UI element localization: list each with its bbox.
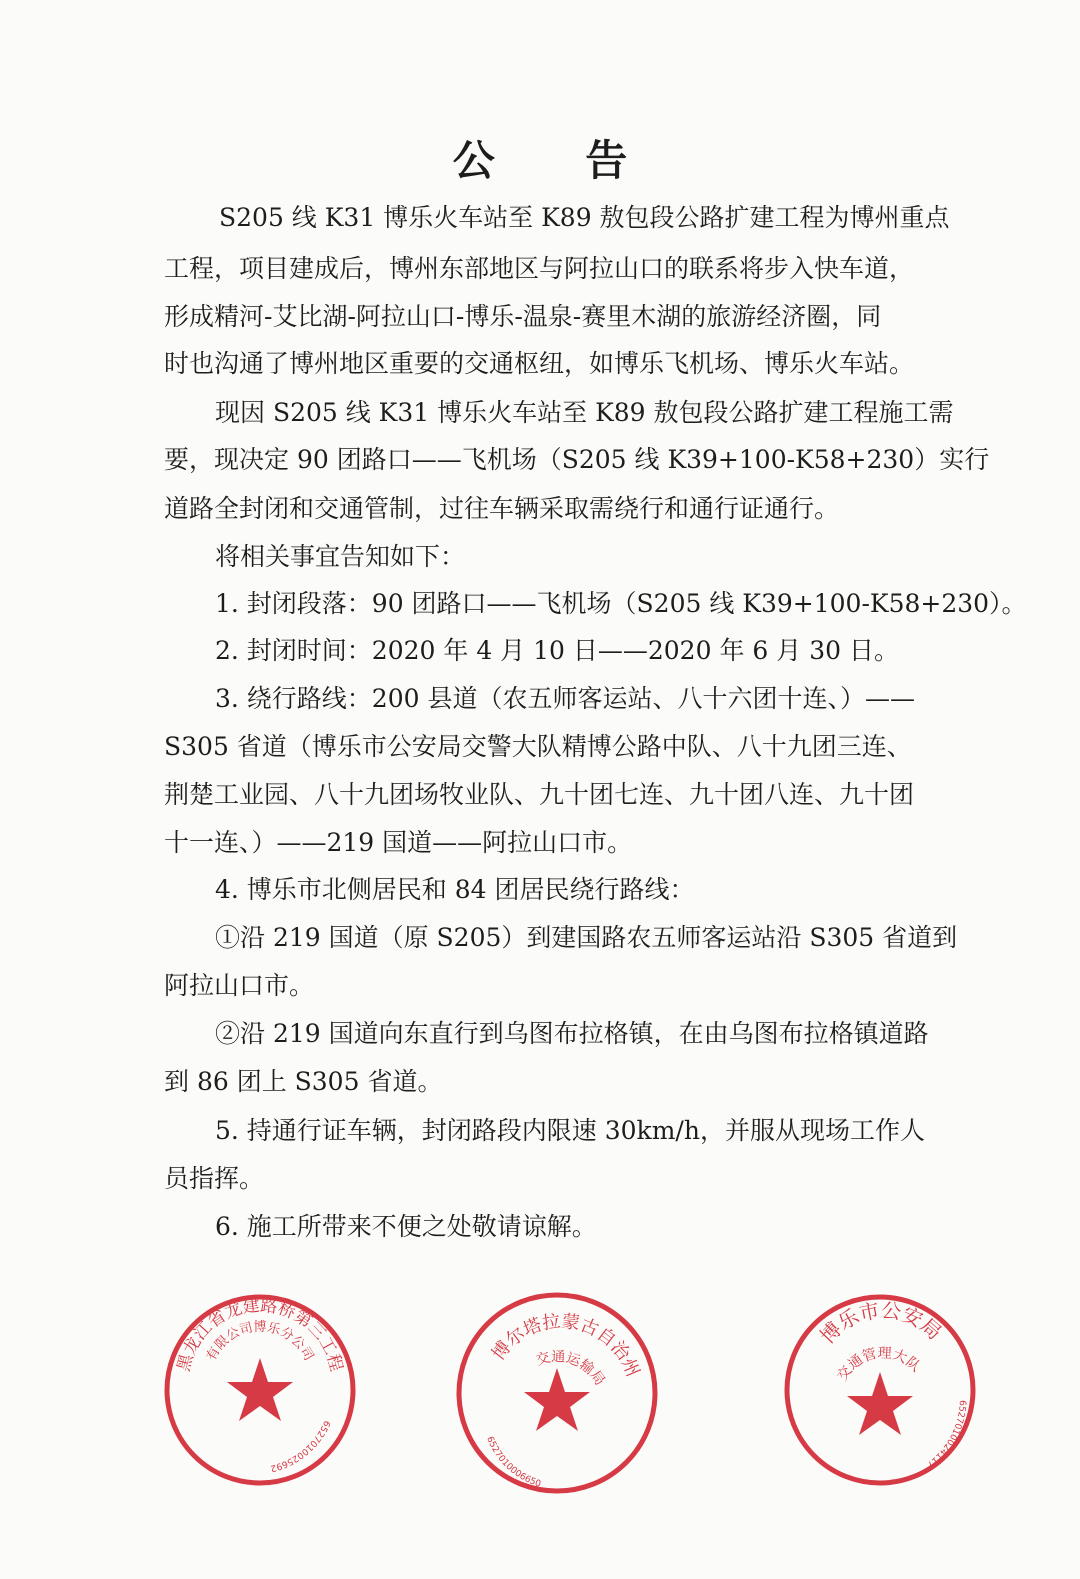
seal-number: 6527010025692 xyxy=(269,1418,332,1473)
body-line: 形成精河-艾比湖-阿拉山口-博乐-温泉-赛里木湖的旅游经济圈，同 xyxy=(164,302,882,331)
star-icon xyxy=(227,1358,293,1421)
list-item-continued: 荆楚工业园、八十九团场牧业队、九十团七连、九十团八连、九十团 xyxy=(164,780,915,809)
seals-row xyxy=(0,1280,1080,1560)
list-item: 3. 绕行路线：200 县道（农五师客运站、八十六团十连、）—— xyxy=(215,684,915,713)
body-line: 要，现决定 90 团路口——飞机场（S205 线 K39+100-K58+230）实行 xyxy=(164,445,990,474)
list-item-continued: 员指挥。 xyxy=(164,1164,265,1193)
notice-title: 公 告 xyxy=(452,136,666,185)
star-icon xyxy=(847,1372,913,1435)
seal-number: 6527010024117 xyxy=(924,1399,968,1470)
body-line: 工程，项目建成后，博州东部地区与阿拉山口的联系将步入快车道， xyxy=(164,254,915,283)
list-item: 5. 持通行证车辆，封闭路段内限速 30km/h，并服从现场工作人 xyxy=(215,1116,925,1145)
body-line: S205 线 K31 博乐火车站至 K89 敖包段公路扩建工程为博州重点 xyxy=(219,203,950,232)
list-item: 2. 封闭时间：2020 年 4 月 10 日——2020 年 6 月 30 日。 xyxy=(215,636,899,665)
seal-transport-bureau xyxy=(452,1288,662,1498)
body-line: 道路全封闭和交通管制，过往车辆采取需绕行和通行证通行。 xyxy=(164,494,840,523)
list-item: 1. 封闭段落：90 团路口——飞机场（S205 线 K39+100-K58+230）。 xyxy=(215,589,1027,618)
list-item: 4. 博乐市北侧居民和 84 团居民绕行路线： xyxy=(215,875,695,904)
seal-traffic-police xyxy=(780,1290,980,1490)
body-line: 时也沟通了博州地区重要的交通枢纽，如博乐飞机场、博乐火车站。 xyxy=(164,349,915,378)
body-line: 现因 S205 线 K31 博乐火车站至 K89 敖包段公路扩建工程施工需 xyxy=(215,398,954,427)
list-item: ②沿 219 国道向东直行到乌图布拉格镇，在由乌图布拉格镇道路 xyxy=(215,1019,929,1048)
seal-inner-text: 交通管理大队 xyxy=(834,1345,924,1384)
seal-top-text: 博乐市公安局 xyxy=(815,1297,947,1349)
list-item: 6. 施工所带来不便之处敬请谅解。 xyxy=(215,1212,597,1241)
seal-top-text: 博尔塔拉蒙古自治州 xyxy=(488,1311,644,1380)
star-icon xyxy=(524,1368,590,1431)
list-item-continued: 阿拉山口市。 xyxy=(164,971,315,1000)
list-item: ①沿 219 国道（原 S205）到建国路农五师客运站沿 S305 省道到 xyxy=(215,923,958,952)
list-item-continued: 到 86 团上 S305 省道。 xyxy=(164,1067,443,1096)
list-item-continued: 十一连、）——219 国道——阿拉山口市。 xyxy=(164,828,633,857)
seal-inner-text: 交通运输局 xyxy=(534,1349,608,1389)
seal-construction-company xyxy=(160,1290,360,1490)
body-line: 将相关事宜告知如下： xyxy=(215,542,466,571)
seal-top-text: 黑龙江省龙建路桥第三工程 xyxy=(173,1295,347,1374)
seal-number: 6527010006650 xyxy=(484,1435,543,1490)
list-item-continued: S305 省道（博乐市公安局交警大队精博公路中队、八十九团三连、 xyxy=(164,732,912,761)
seal-inner-text: 有限公司博乐分公司 xyxy=(203,1320,317,1364)
